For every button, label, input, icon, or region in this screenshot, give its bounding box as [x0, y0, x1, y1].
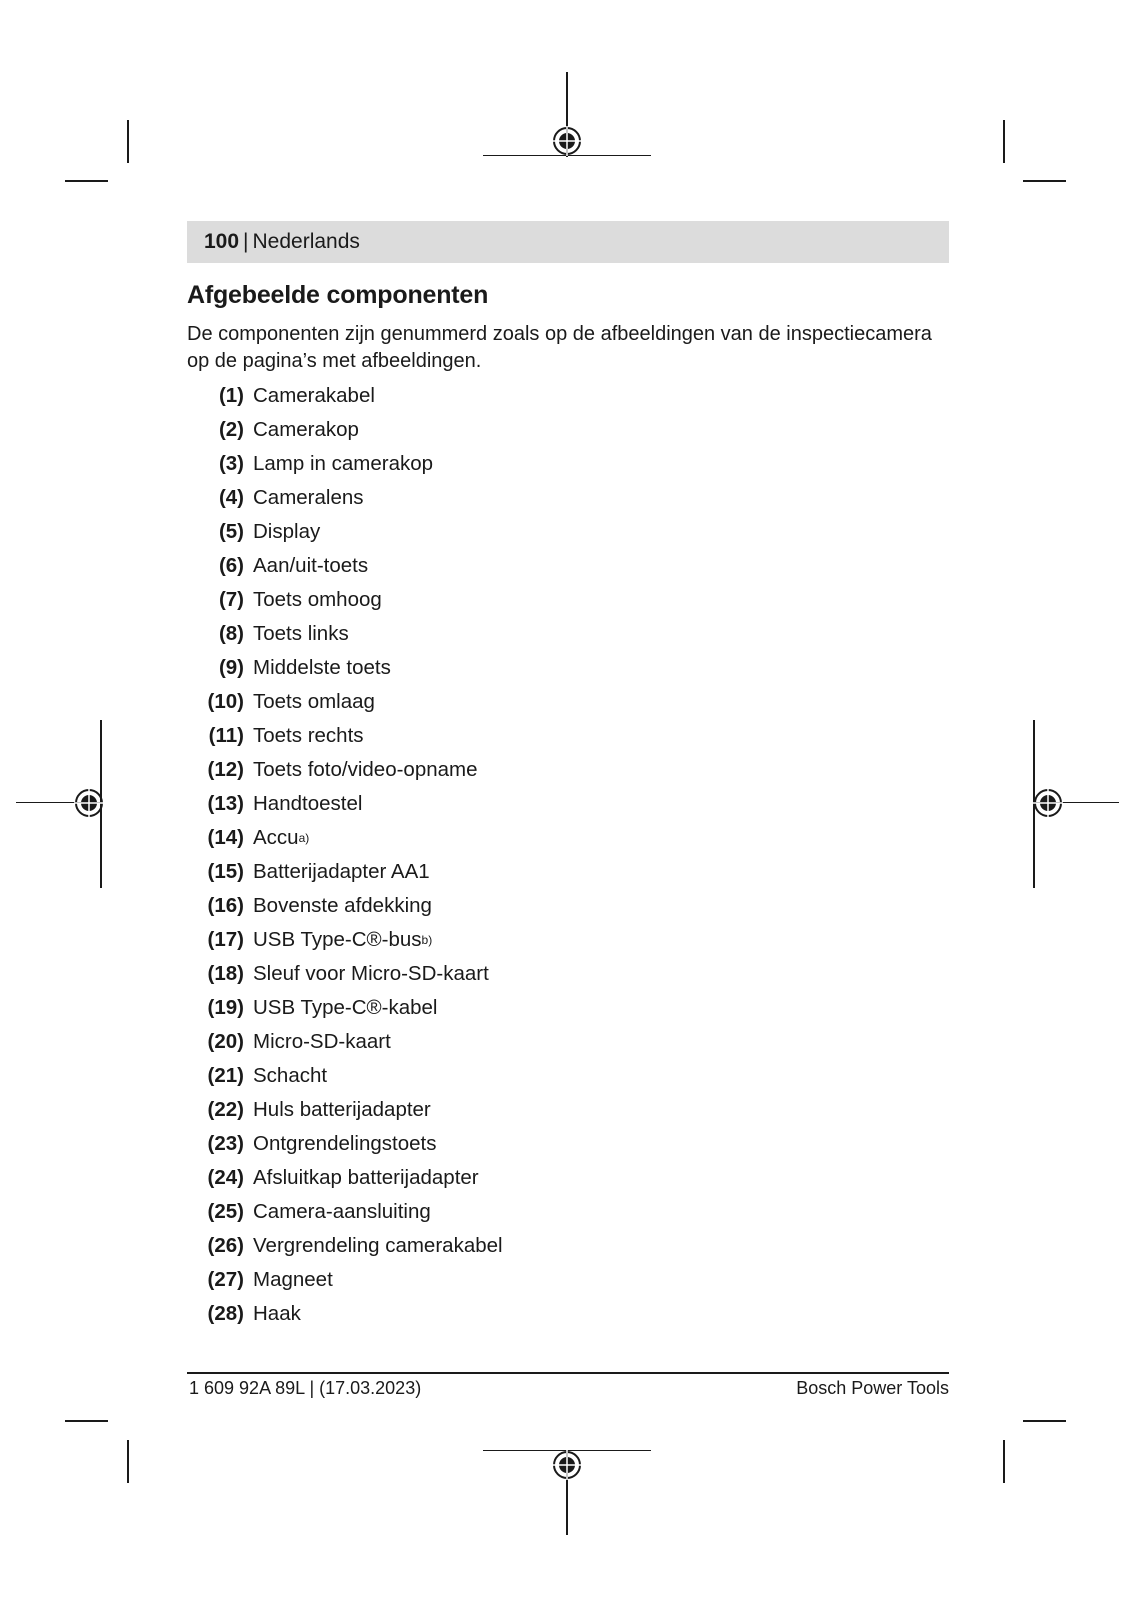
item-label: Huls batterijadapter	[253, 1098, 431, 1121]
item-number: (15)	[207, 860, 244, 883]
list-item	[187, 1093, 503, 1127]
list-item	[187, 991, 503, 1025]
item-number: (2)	[218, 418, 244, 441]
item-label: Micro-SD-kaart	[253, 1030, 391, 1053]
header-language: Nederlands	[252, 230, 360, 253]
list-item	[187, 889, 503, 923]
section-title: Afgebeelde componenten	[187, 281, 489, 309]
list-item	[187, 923, 503, 957]
component-list	[187, 379, 503, 1331]
list-item	[187, 753, 503, 787]
crop-mark	[127, 120, 129, 163]
item-label: USB Type-C®-kabel	[253, 996, 438, 1019]
item-label: Camera-aansluiting	[253, 1200, 431, 1223]
crop-mark	[1023, 1420, 1066, 1422]
item-number: (25)	[207, 1200, 244, 1223]
item-label: Batterijadapter AA1	[253, 860, 430, 883]
item-number: (22)	[207, 1098, 244, 1121]
item-number: (12)	[207, 758, 244, 781]
list-item	[187, 379, 503, 413]
footer-doc-id: 1 609 92A 89L | (17.03.2023)	[189, 1378, 422, 1398]
item-number: (16)	[207, 894, 244, 917]
crop-mark	[127, 1440, 129, 1483]
item-label: Toets omhoog	[253, 588, 382, 611]
page-number: 100	[204, 230, 240, 253]
crop-mark	[1023, 180, 1066, 182]
item-label: Sleuf voor Micro-SD-kaart	[253, 962, 489, 985]
registration-mark-icon	[74, 788, 104, 818]
item-label: Bovenste afdekking	[253, 894, 432, 917]
registration-mark-icon	[552, 126, 582, 156]
list-item	[187, 413, 503, 447]
list-item	[187, 1195, 503, 1229]
item-number: (19)	[207, 996, 244, 1019]
item-label: Aan/uit-toets	[253, 554, 369, 577]
list-item	[187, 1127, 503, 1161]
crop-mark	[65, 1420, 108, 1422]
item-label: Toets foto/video-opname	[253, 758, 478, 781]
list-item	[187, 515, 503, 549]
list-item	[187, 685, 503, 719]
item-label: Toets links	[253, 622, 349, 645]
list-item	[187, 549, 503, 583]
registration-mark-icon	[552, 1450, 582, 1480]
list-item	[187, 1161, 503, 1195]
list-item	[187, 651, 503, 685]
page-header	[187, 221, 949, 263]
item-label: Cameralens	[253, 486, 364, 509]
item-label: Vergrendeling camerakabel	[253, 1234, 503, 1257]
item-label: Middelste toets	[253, 656, 391, 679]
item-number: (7)	[218, 588, 244, 611]
list-item	[187, 1263, 503, 1297]
item-number: (27)	[207, 1268, 244, 1291]
item-label: USB Type-C®-bus	[253, 928, 422, 951]
item-label: Toets rechts	[253, 724, 364, 747]
intro-paragraph: De componenten zijn genummerd zoals op de afbeeldingen van de inspectiecamera op de pagina’s met afbeeldingen.	[187, 323, 932, 372]
item-label: Accu	[253, 826, 299, 849]
list-item	[187, 617, 503, 651]
item-number: (24)	[207, 1166, 244, 1189]
item-number: (28)	[207, 1302, 244, 1325]
crop-mark	[1003, 120, 1005, 163]
list-item	[187, 1297, 503, 1331]
list-item	[187, 1025, 503, 1059]
item-number: (6)	[218, 554, 244, 577]
item-number: (26)	[207, 1234, 244, 1257]
item-label: Schacht	[253, 1064, 328, 1087]
item-label: Afsluitkap batterijadapter	[253, 1166, 479, 1189]
footnote-marker: b)	[421, 933, 433, 947]
list-item	[187, 821, 503, 855]
list-item	[187, 481, 503, 515]
item-label: Toets omlaag	[253, 690, 375, 713]
crop-mark	[1003, 1440, 1005, 1483]
item-label: Display	[253, 520, 321, 543]
item-number: (3)	[218, 452, 244, 475]
item-number: (20)	[207, 1030, 244, 1053]
item-number: (18)	[207, 962, 244, 985]
item-number: (13)	[207, 792, 244, 815]
header-separator: |	[243, 230, 249, 253]
item-number: (21)	[207, 1064, 244, 1087]
item-number: (10)	[207, 690, 244, 713]
item-number: (4)	[218, 486, 244, 509]
item-number: (17)	[207, 928, 244, 951]
list-item	[187, 957, 503, 991]
item-number: (23)	[207, 1132, 244, 1155]
item-number: (11)	[208, 724, 244, 747]
footer-brand: Bosch Power Tools	[796, 1378, 949, 1398]
item-number: (8)	[218, 622, 244, 645]
item-label: Haak	[253, 1302, 301, 1325]
registration-mark-icon	[1033, 788, 1063, 818]
item-label: Lamp in camerakop	[253, 452, 434, 475]
item-number: (5)	[218, 520, 244, 543]
item-number: (9)	[218, 656, 244, 679]
item-number: (1)	[218, 384, 244, 407]
footer-rule	[187, 1372, 949, 1374]
list-item	[187, 1229, 503, 1263]
item-label: Handtoestel	[253, 792, 363, 815]
item-label: Camerakabel	[253, 384, 375, 407]
item-label: Magneet	[253, 1268, 333, 1291]
item-number: (14)	[207, 826, 244, 849]
item-label: Ontgrendelingstoets	[253, 1132, 437, 1155]
crop-mark	[65, 180, 108, 182]
list-item	[187, 447, 503, 481]
list-item	[187, 1059, 503, 1093]
footnote-marker: a)	[298, 831, 310, 845]
list-item	[187, 855, 503, 889]
list-item	[187, 583, 503, 617]
item-label: Camerakop	[253, 418, 359, 441]
list-item	[187, 787, 503, 821]
list-item	[187, 719, 503, 753]
